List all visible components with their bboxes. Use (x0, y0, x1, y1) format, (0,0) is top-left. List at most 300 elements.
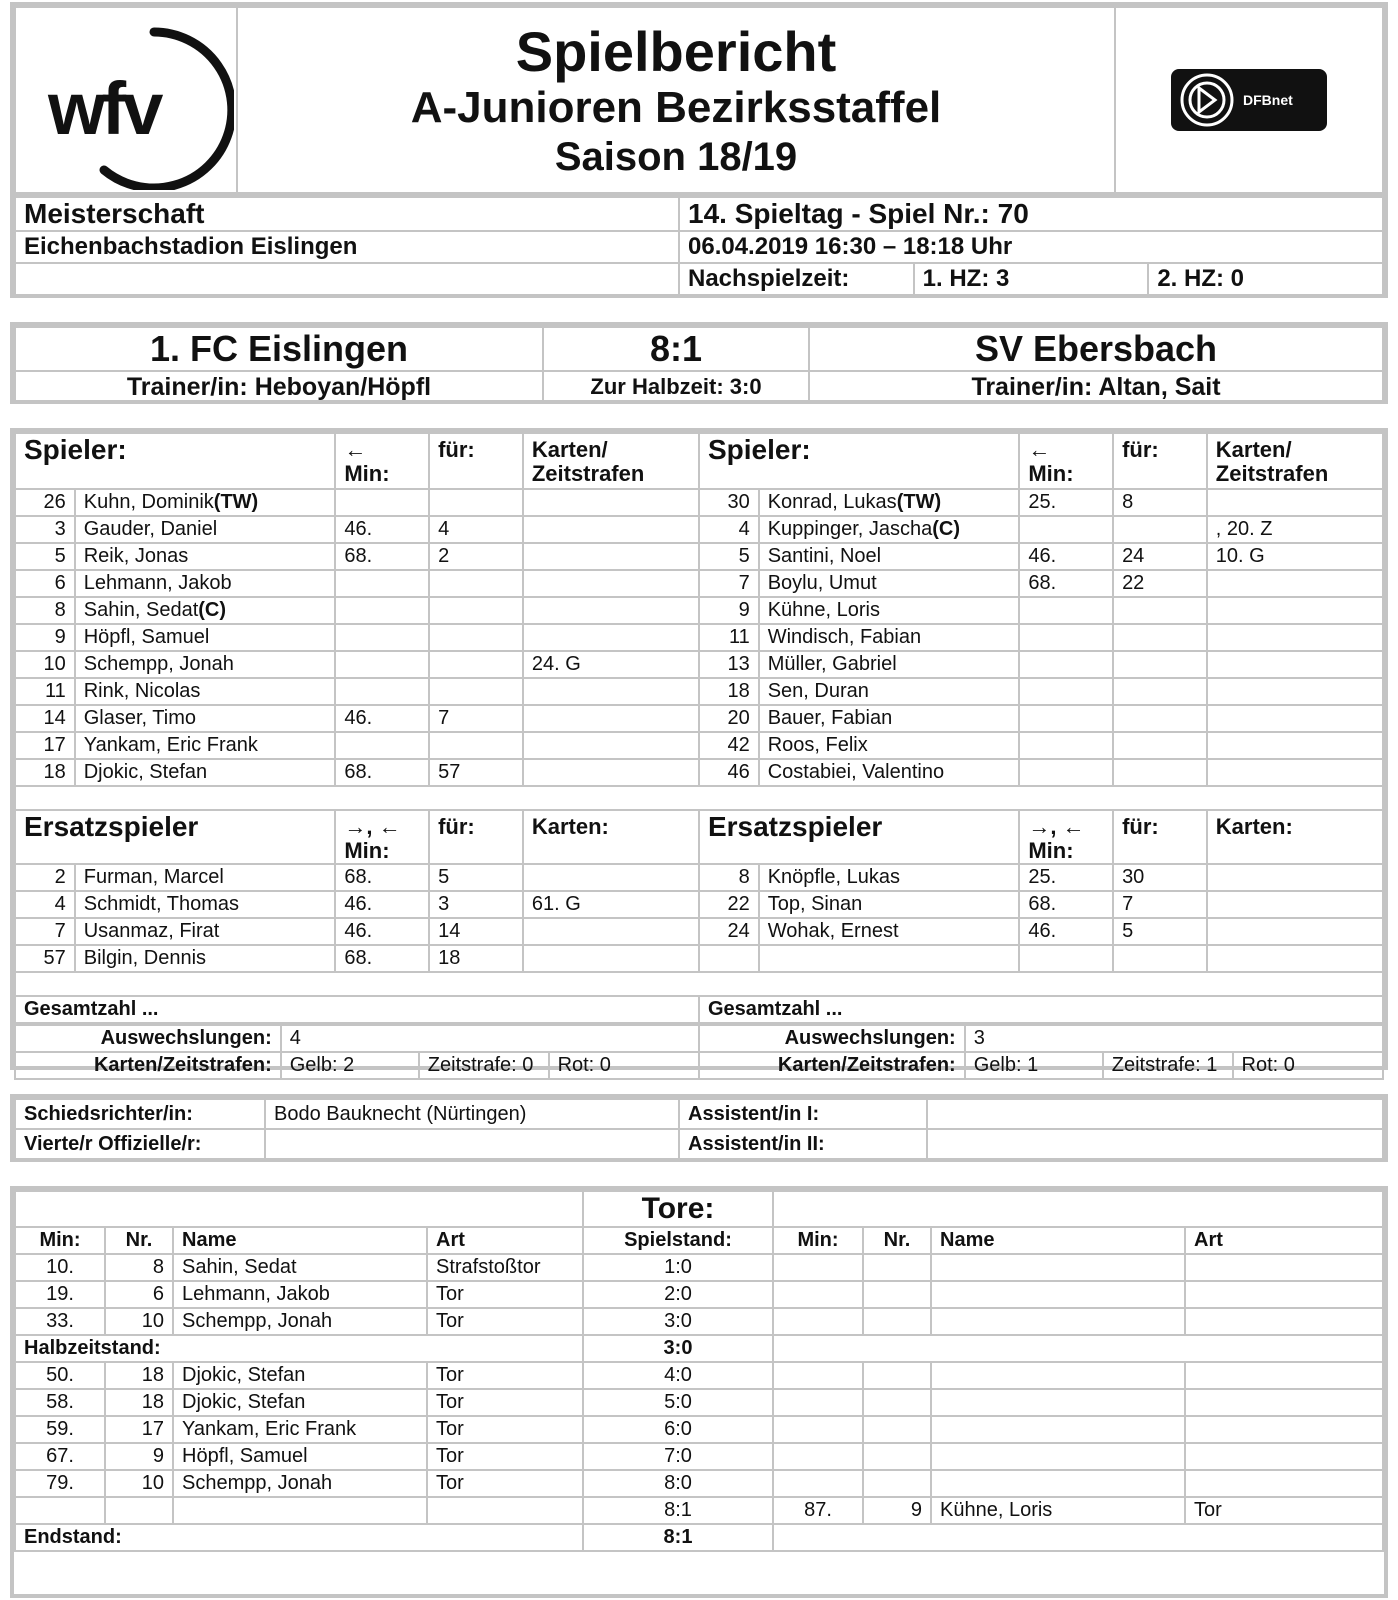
away-goal-minute (773, 1254, 863, 1281)
home-player-for: 57 (429, 759, 523, 786)
away-player-card (1207, 705, 1383, 732)
wfv-logo-text: wfv (48, 67, 160, 150)
away-goal-scorer (931, 1362, 1185, 1389)
subs-spacer (15, 972, 1383, 996)
home-goal-type: Tor (427, 1281, 583, 1308)
goals-home-title-spacer (15, 1191, 583, 1227)
away-player-number: 4 (699, 516, 759, 543)
fourth-official-name (265, 1129, 679, 1159)
home-player-number: 26 (15, 489, 75, 516)
home-goal-type: Tor (427, 1416, 583, 1443)
home-player-card (523, 570, 699, 597)
home-goal-scorer: Schempp, Jonah (173, 1470, 427, 1497)
halftime-score-label: Halbzeitstand: (15, 1335, 583, 1362)
home-player-name: Höpfl, Samuel (83, 626, 210, 648)
away-sub-for-heading: für: (1113, 810, 1207, 864)
home-goal-type (427, 1497, 583, 1524)
assistant1-name (927, 1099, 1383, 1129)
home-player-name-cell (75, 705, 336, 732)
away-subs-heading (699, 810, 1019, 864)
home-players-label: Spieler: (24, 434, 127, 465)
home-sub-name: Furman, Marcel (83, 866, 224, 888)
home-player-name: Yankam, Eric Frank (83, 734, 258, 756)
away-player-minute (1019, 705, 1113, 732)
home-sub-card (523, 945, 699, 972)
home-goal-number: 10 (105, 1308, 173, 1335)
home-goal-scorer: Sahin, Sedat (173, 1254, 427, 1281)
away-player-for (1113, 705, 1207, 732)
home-player-name-cell (75, 759, 336, 786)
home-player-name: Lehmann, Jakob (83, 572, 232, 594)
home-goal-type: Tor (427, 1308, 583, 1335)
away-player-minute (1019, 516, 1113, 543)
home-players-heading (15, 433, 335, 489)
away-goal-scorer (931, 1470, 1185, 1497)
home-goal-type-heading: Art (427, 1227, 583, 1254)
away-player-number: 9 (699, 597, 759, 624)
home-sub-for: 18 (429, 945, 523, 972)
home-player-name-cell (75, 597, 336, 624)
running-score: 4:0 (583, 1362, 773, 1389)
home-timepenalty-count: Zeitstrafe: 0 (419, 1052, 549, 1079)
away-player-number: 11 (699, 624, 759, 651)
away-goal-number (863, 1443, 931, 1470)
matchday-label: 14. Spieltag - Spiel Nr.: 70 (679, 197, 1383, 231)
referee-label: Schiedsrichter/in: (15, 1099, 265, 1129)
home-player-minute (335, 570, 429, 597)
player-row (15, 597, 1383, 624)
running-score: 6:0 (583, 1416, 773, 1443)
home-player-name-cell (75, 543, 336, 570)
away-goal-type (1185, 1389, 1383, 1416)
home-team-name: 1. FC Eislingen (15, 327, 543, 371)
home-player-minute (335, 624, 429, 651)
home-player-role-tag: (C) (198, 599, 227, 621)
away-goal-scorer (931, 1254, 1185, 1281)
halftime-away-spacer (773, 1335, 1383, 1362)
home-player-name-cell (75, 570, 336, 597)
home-cards-heading (523, 433, 699, 489)
away-player-card (1207, 678, 1383, 705)
away-player-name-cell (759, 624, 1020, 651)
home-red-count: Rot: 0 (549, 1052, 699, 1079)
away-player-name-cell (759, 759, 1020, 786)
away-goal-minute (773, 1281, 863, 1308)
home-sub-name-cell (75, 891, 336, 918)
away-player-for (1113, 732, 1207, 759)
goal-row (15, 1470, 1383, 1497)
home-goal-scorer: Schempp, Jonah (173, 1308, 427, 1335)
goal-row (15, 1254, 1383, 1281)
home-player-number: 14 (15, 705, 75, 732)
away-goal-minute (773, 1308, 863, 1335)
away-player-for: 8 (1113, 489, 1207, 516)
away-sub-minute (1019, 945, 1113, 972)
home-goal-scorer: Djokic, Stefan (173, 1362, 427, 1389)
report-header (10, 2, 1388, 200)
away-player-for (1113, 759, 1207, 786)
home-player-minute (335, 489, 429, 516)
assistant2-label: Assistent/in II: (679, 1129, 927, 1159)
away-player-minute: 46. (1019, 543, 1113, 570)
away-player-name: Kuppinger, Jascha (767, 518, 933, 540)
away-goal-minute (773, 1362, 863, 1389)
home-player-number: 8 (15, 597, 75, 624)
away-goal-type (1185, 1254, 1383, 1281)
player-row (15, 516, 1383, 543)
home-totals-heading: Gesamtzahl ... (15, 996, 699, 1023)
home-goal-type: Tor (427, 1389, 583, 1416)
away-goal-name-heading: Name (931, 1227, 1185, 1254)
away-goal-number (863, 1470, 931, 1497)
away-player-for (1113, 651, 1207, 678)
away-player-card (1207, 489, 1383, 516)
player-row (15, 759, 1383, 786)
competition-type: Meisterschaft (15, 197, 679, 231)
away-subs-label: Ersatzspieler (707, 811, 883, 842)
home-player-name: Kuhn, Dominik (83, 491, 214, 513)
home-player-card (523, 705, 699, 732)
home-cards-total-label: Karten/Zeitstrafen: (15, 1052, 281, 1079)
player-row (15, 489, 1383, 516)
away-player-name: Müller, Gabriel (767, 653, 897, 675)
away-goal-scorer (931, 1443, 1185, 1470)
away-team-name: SV Ebersbach (809, 327, 1383, 371)
away-player-minute: 68. (1019, 570, 1113, 597)
away-goal-type (1185, 1281, 1383, 1308)
sub-row (15, 891, 1383, 918)
home-goal-minute: 67. (15, 1443, 105, 1470)
away-player-for (1113, 624, 1207, 651)
home-goal-type: Tor (427, 1470, 583, 1497)
goal-row (15, 1389, 1383, 1416)
home-goal-type: Tor (427, 1362, 583, 1389)
home-goal-name-heading: Name (173, 1227, 427, 1254)
away-sub-number: 24 (699, 918, 759, 945)
home-goal-scorer: Lehmann, Jakob (173, 1281, 427, 1308)
home-goal-type: Strafstoßtor (427, 1254, 583, 1281)
home-player-card (523, 624, 699, 651)
away-sub-card (1207, 891, 1383, 918)
away-goal-minute (773, 1470, 863, 1497)
assistant1-label: Assistent/in I: (679, 1099, 927, 1129)
away-player-name-cell (759, 732, 1020, 759)
running-score: 1:0 (583, 1254, 773, 1281)
home-player-name: Djokic, Stefan (83, 761, 208, 783)
match-info (10, 192, 1388, 298)
player-row (15, 624, 1383, 651)
away-player-number: 5 (699, 543, 759, 570)
arrow-left-icon: ← (344, 437, 367, 462)
fourth-official-label: Vierte/r Offizielle/r: (15, 1129, 265, 1159)
home-sub-cards-heading: Karten: (523, 810, 699, 864)
away-player-minute (1019, 624, 1113, 651)
home-player-card (523, 543, 699, 570)
home-sub-number: 4 (15, 891, 75, 918)
home-goal-minute: 33. (15, 1308, 105, 1335)
home-player-name-cell (75, 516, 336, 543)
info-empty-cell (15, 263, 679, 295)
home-sub-for: 5 (429, 864, 523, 891)
home-sub-name: Schmidt, Thomas (83, 893, 239, 915)
home-sub-minute: 46. (335, 891, 429, 918)
away-goal-number (863, 1254, 931, 1281)
away-player-card (1207, 597, 1383, 624)
player-row (15, 543, 1383, 570)
away-goal-scorer (931, 1389, 1185, 1416)
home-goal-minute: 19. (15, 1281, 105, 1308)
stoppage-second-half: 2. HZ: 0 (1148, 263, 1383, 295)
home-player-for (429, 678, 523, 705)
away-goal-number (863, 1389, 931, 1416)
home-goal-number (105, 1497, 173, 1524)
home-goal-min-heading: Min: (15, 1227, 105, 1254)
sub-row (15, 864, 1383, 891)
home-player-card: 24. G (523, 651, 699, 678)
home-cards-label: Karten/ (531, 437, 608, 462)
away-sub-for: 5 (1113, 918, 1207, 945)
away-players-heading (699, 433, 1019, 489)
goal-row (15, 1416, 1383, 1443)
running-score-heading: Spielstand: (583, 1227, 773, 1254)
home-goal-number: 6 (105, 1281, 173, 1308)
home-sub-for: 3 (429, 891, 523, 918)
away-goal-min-heading: Min: (773, 1227, 863, 1254)
away-sub-for: 7 (1113, 891, 1207, 918)
home-coach: Trainer/in: Heboyan/Höpfl (15, 371, 543, 403)
lineups-section (10, 428, 1388, 1076)
home-yellow-count: Gelb: 2 (281, 1052, 419, 1079)
home-goal-minute: 58. (15, 1389, 105, 1416)
sub-row (15, 945, 1383, 972)
away-player-for (1113, 678, 1207, 705)
home-sub-name-cell (75, 945, 336, 972)
away-sub-number (699, 945, 759, 972)
season-label: Saison 18/19 (554, 135, 798, 179)
datetime-label: 06.04.2019 16:30 – 18:18 Uhr (679, 231, 1383, 263)
home-subs-heading (15, 810, 335, 864)
home-sub-number: 7 (15, 918, 75, 945)
away-player-number: 20 (699, 705, 759, 732)
away-min-label: Min: (1028, 461, 1074, 486)
referee-name: Bodo Bauknecht (Nürtingen) (265, 1099, 679, 1129)
home-sub-card: 61. G (523, 891, 699, 918)
arrow-left-icon: ← (1028, 437, 1051, 462)
away-player-role-tag: (TW) (896, 491, 942, 513)
home-sub-card (523, 864, 699, 891)
home-player-card (523, 597, 699, 624)
home-player-for: 2 (429, 543, 523, 570)
home-player-card (523, 732, 699, 759)
home-sub-minute: 46. (335, 918, 429, 945)
running-score: 5:0 (583, 1389, 773, 1416)
player-row (15, 651, 1383, 678)
away-goal-type: Tor (1185, 1497, 1383, 1524)
away-goal-type (1185, 1308, 1383, 1335)
away-substitutions-count: 3 (965, 1025, 1383, 1052)
away-player-for (1113, 597, 1207, 624)
home-player-number: 9 (15, 624, 75, 651)
away-cards-heading (1207, 433, 1383, 489)
player-row (15, 678, 1383, 705)
away-player-name: Boylu, Umut (767, 572, 877, 594)
home-sub-minute: 68. (335, 864, 429, 891)
away-player-name: Roos, Felix (767, 734, 868, 756)
venue-label: Eichenbachstadion Eislingen (15, 231, 679, 263)
away-goal-minute (773, 1443, 863, 1470)
final-away-spacer (773, 1524, 1383, 1551)
home-player-minute: 46. (335, 516, 429, 543)
away-player-for (1113, 516, 1207, 543)
home-goal-number: 18 (105, 1362, 173, 1389)
home-player-number: 6 (15, 570, 75, 597)
away-cards-label: Karten/ (1215, 437, 1292, 462)
away-coach: Trainer/in: Altan, Sait (809, 371, 1383, 403)
home-player-number: 3 (15, 516, 75, 543)
dfb-emblem-icon (1179, 72, 1235, 128)
away-goal-scorer (931, 1281, 1185, 1308)
away-cards-total-label: Karten/Zeitstrafen: (699, 1052, 965, 1079)
home-player-for: 7 (429, 705, 523, 732)
away-player-minute: 25. (1019, 489, 1113, 516)
home-sub-minute: 68. (335, 945, 429, 972)
away-players-label: Spieler: (707, 434, 811, 465)
away-yellow-count: Gelb: 1 (965, 1052, 1103, 1079)
away-player-name-cell (759, 705, 1020, 732)
home-player-minute: 68. (335, 759, 429, 786)
home-substitutions-label: Auswechslungen: (15, 1025, 281, 1052)
home-player-for (429, 597, 523, 624)
home-min-label: Min: (344, 461, 390, 486)
home-player-for (429, 570, 523, 597)
away-min-heading (1019, 433, 1113, 489)
final-score-value: 8:1 (583, 1524, 773, 1551)
away-player-number: 42 (699, 732, 759, 759)
away-player-name: Konrad, Lukas (767, 491, 897, 513)
away-player-card (1207, 624, 1383, 651)
away-player-minute (1019, 597, 1113, 624)
away-sub-name-cell (759, 891, 1020, 918)
home-player-name-cell (75, 678, 336, 705)
away-player-name-cell (759, 543, 1020, 570)
home-goal-nr-heading: Nr. (105, 1227, 173, 1254)
home-goal-number: 9 (105, 1443, 173, 1470)
away-sub-number: 22 (699, 891, 759, 918)
away-goal-minute (773, 1389, 863, 1416)
home-goal-number: 10 (105, 1470, 173, 1497)
home-sub-for-heading: für: (429, 810, 523, 864)
home-player-role-tag: (TW) (213, 491, 259, 513)
home-player-name: Gauder, Daniel (83, 518, 218, 540)
stoppage-label: Nachspielzeit: (679, 263, 914, 295)
home-player-card (523, 678, 699, 705)
away-sub-name: Wohak, Ernest (767, 920, 899, 942)
away-goal-type-heading: Art (1185, 1227, 1383, 1254)
away-player-number: 46 (699, 759, 759, 786)
away-sub-min-heading (1019, 810, 1113, 864)
away-player-name: Kühne, Loris (767, 599, 880, 621)
away-substitutions-label: Auswechslungen: (699, 1025, 965, 1052)
away-for-heading: für: (1113, 433, 1207, 489)
away-goal-type (1185, 1362, 1383, 1389)
home-goal-number: 18 (105, 1389, 173, 1416)
away-player-name-cell (759, 489, 1020, 516)
title-cell (237, 7, 1115, 195)
home-player-for (429, 624, 523, 651)
home-player-name: Reik, Jonas (83, 545, 189, 567)
away-player-card: , 20. Z (1207, 516, 1383, 543)
home-player-number: 10 (15, 651, 75, 678)
home-player-minute (335, 651, 429, 678)
away-red-count: Rot: 0 (1233, 1052, 1383, 1079)
home-player-minute: 46. (335, 705, 429, 732)
away-player-name: Sen, Duran (767, 680, 869, 702)
home-player-name: Rink, Nicolas (83, 680, 201, 702)
away-player-card (1207, 570, 1383, 597)
away-sub-minute: 25. (1019, 864, 1113, 891)
goals-title: Tore: (583, 1191, 773, 1227)
home-sub-min-heading (335, 810, 429, 864)
running-score: 8:1 (583, 1497, 773, 1524)
home-goal-minute: 59. (15, 1416, 105, 1443)
running-score: 7:0 (583, 1443, 773, 1470)
home-player-name: Schempp, Jonah (83, 653, 234, 675)
away-player-card: 10. G (1207, 543, 1383, 570)
running-score: 8:0 (583, 1470, 773, 1497)
away-player-name: Windisch, Fabian (767, 626, 922, 648)
away-sub-card (1207, 918, 1383, 945)
final-score-label: Endstand: (15, 1524, 583, 1551)
home-player-card (523, 516, 699, 543)
arrow-in-out-icon: →, ← (1028, 814, 1085, 839)
away-sub-name-cell (759, 945, 1020, 972)
home-sub-number: 57 (15, 945, 75, 972)
home-goal-minute: 50. (15, 1362, 105, 1389)
away-sub-name: Knöpfle, Lukas (767, 866, 901, 888)
home-player-number: 18 (15, 759, 75, 786)
away-goal-number (863, 1362, 931, 1389)
away-goal-type (1185, 1470, 1383, 1497)
home-goal-scorer: Höpfl, Samuel (173, 1443, 427, 1470)
away-totals-heading: Gesamtzahl ... (699, 996, 1383, 1023)
home-for-heading: für: (429, 433, 523, 489)
arrow-in-out-icon: →, ← (344, 814, 401, 839)
away-player-minute (1019, 759, 1113, 786)
away-player-name: Costabiei, Valentino (767, 761, 945, 783)
halftime-score: Zur Halbzeit: 3:0 (543, 371, 809, 403)
away-goal-minute: 87. (773, 1497, 863, 1524)
away-player-card (1207, 759, 1383, 786)
home-player-name: Glaser, Timo (83, 707, 196, 729)
home-sub-card (523, 918, 699, 945)
officials-section (10, 1094, 1388, 1162)
home-player-number: 17 (15, 732, 75, 759)
home-sub-name-cell (75, 864, 336, 891)
player-row (15, 570, 1383, 597)
sub-row (15, 918, 1383, 945)
home-goal-number: 17 (105, 1416, 173, 1443)
teams-score (10, 322, 1388, 404)
home-goal-type: Tor (427, 1443, 583, 1470)
away-goal-scorer (931, 1308, 1185, 1335)
away-goal-nr-heading: Nr. (863, 1227, 931, 1254)
goal-row (15, 1308, 1383, 1335)
report-title: Spielbericht (515, 20, 837, 83)
away-player-minute (1019, 678, 1113, 705)
away-sub-card (1207, 864, 1383, 891)
home-player-minute (335, 678, 429, 705)
home-goal-scorer: Djokic, Stefan (173, 1389, 427, 1416)
